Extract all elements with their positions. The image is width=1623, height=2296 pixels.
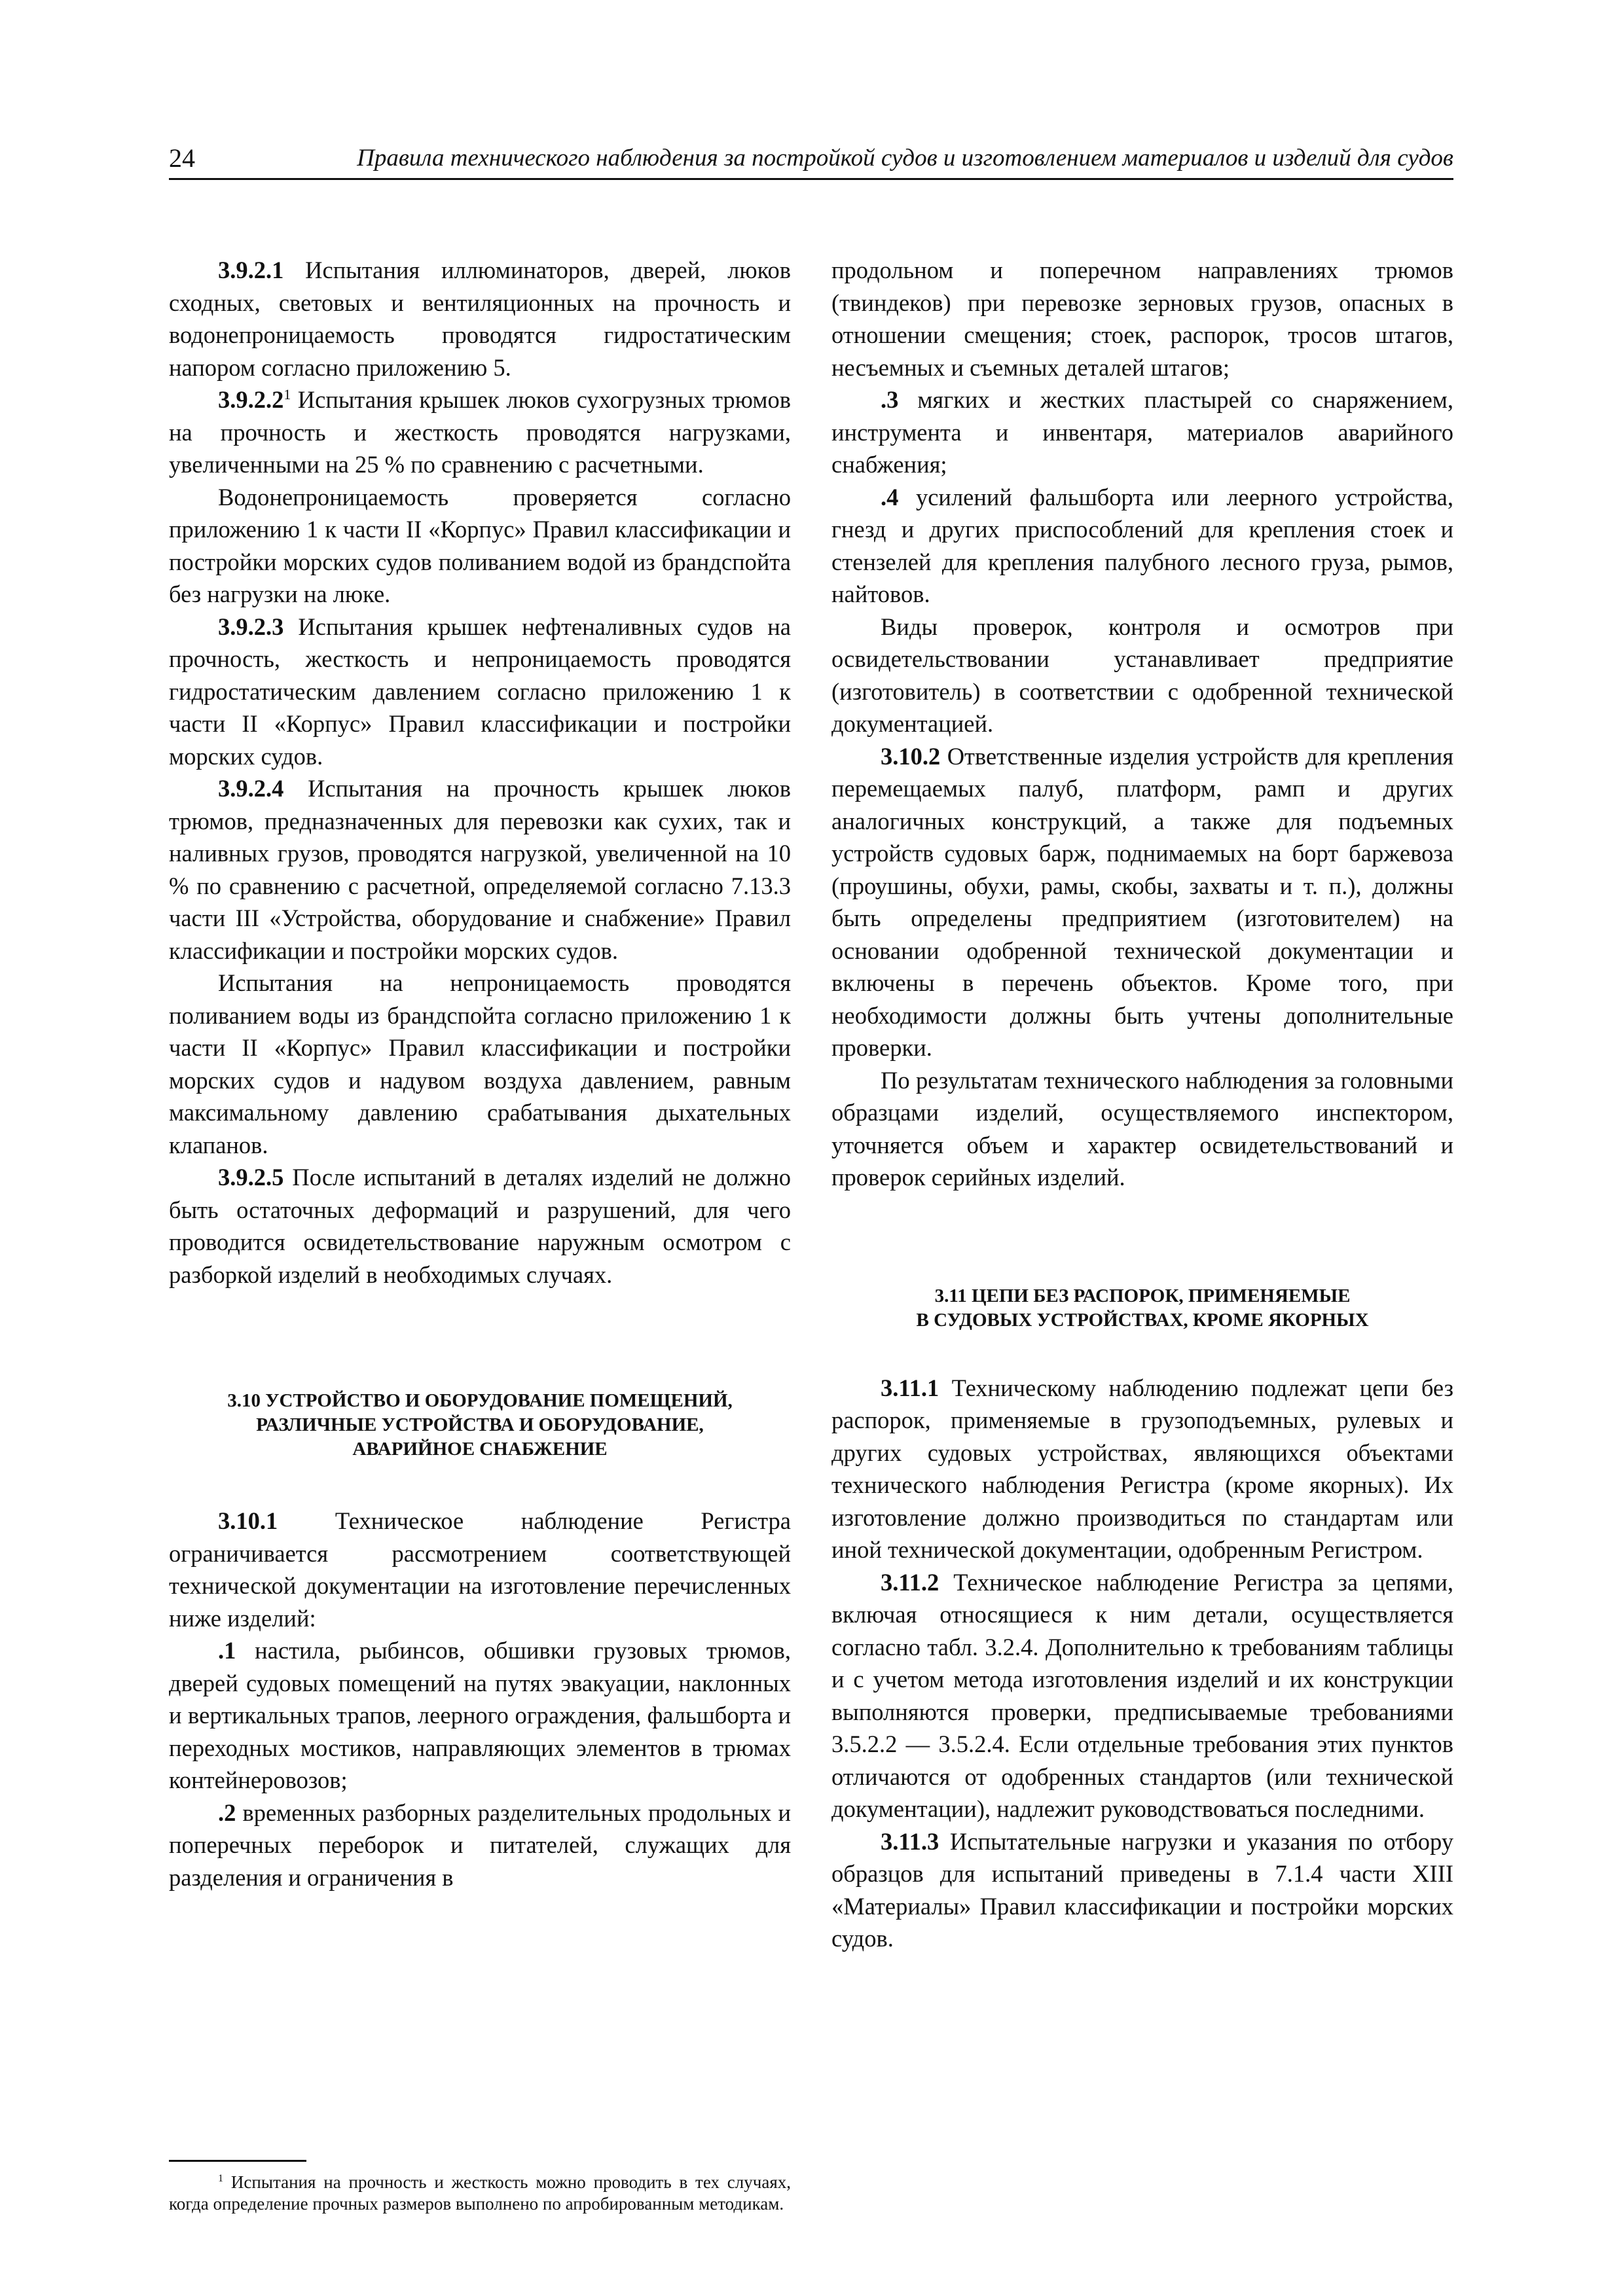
running-title: Правила технического наблюдения за постройкой судов и изготовлением материалов и изделий для судов bbox=[357, 145, 1453, 171]
list-item-text: настила, рыбинсов, обшивки грузовых трюмов, дверей судовых помещений на путях эвакуации, наклонных и вертикальных трапов, леерного ограждения, фальшборта и переходных мостиков, направляющих элементов в трюмах контейнеровозов; bbox=[169, 1637, 791, 1793]
paragraph-text: Испытания на прочность крышек люков трюмов, предназначенных для перевозки как сухих, так и наливных грузов, проводятся нагрузкой, увеличенной на 10 % по сравнению с расчетной, определяемой согласно 7.13.3 части III «Устройства, оборудование и снабжение» Правил классификации и постройки морских судов. bbox=[169, 775, 791, 964]
paragraph-tightness-tests: Испытания на непроницаемость проводятся поливанием воды из брандспойта согласно приложению 1 к части II «Корпус» Правил классификации и постройки морских судов и надувом воздуха давлением, равным максимальному давлению срабатывания дыхательных клапанов. bbox=[169, 969, 791, 1158]
paragraph-3-9-2-1 bbox=[169, 254, 791, 384]
list-item-3 bbox=[831, 384, 1453, 481]
clause-number: 3.11.2 bbox=[881, 1568, 939, 1596]
list-item-4 bbox=[831, 481, 1453, 611]
left-column bbox=[169, 254, 791, 1893]
paragraph-3-9-2-3 bbox=[169, 611, 791, 773]
paragraph-text: После испытаний в деталях изделий не должно быть остаточных деформаций и разрушений, для чего проводится освидетельствование наружным осмотром с разборкой изделий в необходимых случаях. bbox=[169, 1164, 791, 1288]
paragraph-text: Испытания крышек нефтеналивных судов на прочность, жесткость и непроницаемость проводятся гидростатическим давлением согласно приложению 1 к части II «Корпус» Правил классификации и постройки морских судов. bbox=[169, 613, 791, 770]
clause-number: 3.11.3 bbox=[881, 1827, 939, 1855]
paragraph-text: Ответственные изделия устройств для крепления перемещаемых палуб, платформ, рамп и других аналогичных конструкций, а также для подъемных устройств судовых барж, поднимаемых на борт баржевоза (проушины, обухи, рамы, скобы, захваты и т. п.), должны быть определены предприятием (изготовителем) на основании одобренной технической документации и включены в перечень объектов. Кроме того, при необходимости должны быть учтены дополнительные проверки. bbox=[831, 742, 1453, 1061]
list-number: .4 bbox=[881, 483, 899, 511]
footnote-text: Испытания на прочность и жесткость можно проводить в тех случаях, когда определение прочных размеров выполнено по апробированным методикам. bbox=[169, 2172, 791, 2214]
footnote-rule bbox=[169, 2160, 306, 2162]
paragraph-survey-results: По результатам технического наблюдения за головными образцами изделий, осуществляемого инспектором, уточняется объем и характер освидетельствований и проверок серийных изделий. bbox=[831, 1066, 1453, 1191]
clause-number: 3.9.2.3 bbox=[218, 613, 284, 640]
paragraph-3-11-2 bbox=[831, 1566, 1453, 1825]
footnote-marker: 1 bbox=[218, 2172, 224, 2184]
heading-line-2: В СУДОВЫХ УСТРОЙСТВАХ, КРОМЕ ЯКОРНЫХ bbox=[916, 1309, 1369, 1331]
page-number: 24 bbox=[169, 143, 195, 173]
paragraph-3-11-3 bbox=[831, 1825, 1453, 1955]
page-header bbox=[169, 143, 1453, 177]
list-item-text: мягких и жестких пластырей со снаряжением, инструмента и инвентаря, материалов аварийного снабжения; bbox=[831, 386, 1453, 478]
paragraph-3-9-2-4 bbox=[169, 772, 791, 967]
section-heading-3-10 bbox=[169, 1389, 791, 1462]
paragraph-inspection-types: Виды проверок, контроля и осмотров при освидетельствовании устанавливает предприятие (изготовитель) в соответствии с одобренной технической документацией. bbox=[831, 613, 1453, 737]
list-number: .1 bbox=[218, 1637, 236, 1664]
clause-number: 3.9.2.4 bbox=[218, 775, 284, 802]
paragraph-watertightness: Водонепроницаемость проверяется согласно приложению 1 к части II «Корпус» Правил классификации и постройки морских судов поливанием водой из брандспойта без нагрузки на люке. bbox=[169, 483, 791, 607]
paragraph-3-10-2 bbox=[831, 740, 1453, 1064]
paragraph-continuation: продольном и поперечном направлениях трюмов (твиндеков) при перевозке зерновых грузов, опасных в отношении смещения; стоек, распорок, тросов штагов, несъемных и съемных деталей штагов; bbox=[831, 257, 1453, 381]
clause-number: 3.9.2.1 bbox=[218, 257, 284, 283]
heading-line-3: АВАРИЙНОЕ СНАБЖЕНИЕ bbox=[352, 1439, 608, 1460]
clause-number: 3.11.1 bbox=[881, 1374, 939, 1401]
list-item-2 bbox=[169, 1797, 791, 1894]
list-item-text: усилений фальшборта или леерного устройства, гнезд и других приспособлений для крепления стоек и стензелей для крепления палубного лесного груза, рымов, найтовов. bbox=[831, 483, 1453, 607]
paragraph-3-11-1 bbox=[831, 1372, 1453, 1566]
list-number: .3 bbox=[881, 386, 899, 413]
clause-number: 3.9.2.5 bbox=[218, 1164, 284, 1191]
header-rule bbox=[169, 178, 1453, 180]
list-number: .2 bbox=[218, 1799, 236, 1826]
paragraph-3-9-2-5 bbox=[169, 1161, 791, 1291]
clause-number: 3.10.1 bbox=[218, 1507, 278, 1534]
footnote bbox=[169, 2172, 791, 2215]
list-item-1 bbox=[169, 1634, 791, 1797]
paragraph-text: Техническое наблюдение Регистра за цепями, включая относящиеся к ним детали, осуществляется согласно табл. 3.2.4. Дополнительно к требованиям таблицы и с учетом метода изготовления изделий и их конструкции выполняются проверки, предписываемые требованиями 3.5.2.2 — 3.5.2.4. Если отдельные требования этих пунктов отличаются от одобренных стандартов (или технической документации), надлежит руководствоваться последними. bbox=[831, 1568, 1453, 1822]
clause-number: 3.10.2 bbox=[881, 742, 941, 770]
footnote-ref[interactable]: 1 bbox=[283, 386, 291, 403]
heading-line-2: РАЗЛИЧНЫЕ УСТРОЙСТВА И ОБОРУДОВАНИЕ, bbox=[256, 1414, 704, 1435]
heading-line-1: 3.10 УСТРОЙСТВО И ОБОРУДОВАНИЕ ПОМЕЩЕНИЙ, bbox=[227, 1390, 733, 1411]
paragraph-3-10-1 bbox=[169, 1505, 791, 1634]
clause-number: 3.9.2.2 bbox=[218, 386, 284, 413]
paragraph-text: Испытательные нагрузки и указания по отбору образцов для испытаний приведены в 7.1.4 части XIII «Материалы» Правил классификации и постройки морских судов. bbox=[831, 1827, 1453, 1952]
paragraph-text: Испытания крышек люков сухогрузных трюмов на прочность и жесткость проводятся нагрузками, увеличенными на 25 % по сравнению с расчетными. bbox=[169, 386, 791, 478]
section-heading-3-11 bbox=[831, 1284, 1453, 1333]
right-column bbox=[831, 254, 1453, 1955]
paragraph-text: Техническому наблюдению подлежат цепи без распорок, применяемые в грузоподъемных, рулевых и других судовых устройствах, являющихся объектами технического наблюдения Регистра (кроме якорных). Их изготовление должно производиться по стандартам или иной технической документации, одобренным Регистром. bbox=[831, 1374, 1453, 1563]
paragraph-text: Техническое наблюдение Регистра ограничивается рассмотрением соответствующей технической документации на изготовление перечисленных ниже изделий: bbox=[169, 1507, 791, 1632]
paragraph-text: Испытания иллюминаторов, дверей, люков сходных, световых и вентиляционных на прочность и водонепроницаемость проводятся гидростатическим напором согласно приложению 5. bbox=[169, 257, 791, 381]
list-item-text: временных разборных разделительных продольных и поперечных переборок и питателей, служащих для разделения и ограничения в bbox=[169, 1799, 791, 1891]
paragraph-3-9-2-2 bbox=[169, 384, 791, 481]
heading-line-1: 3.11 ЦЕПИ БЕЗ РАСПОРОК, ПРИМЕНЯЕМЫЕ bbox=[934, 1285, 1351, 1306]
